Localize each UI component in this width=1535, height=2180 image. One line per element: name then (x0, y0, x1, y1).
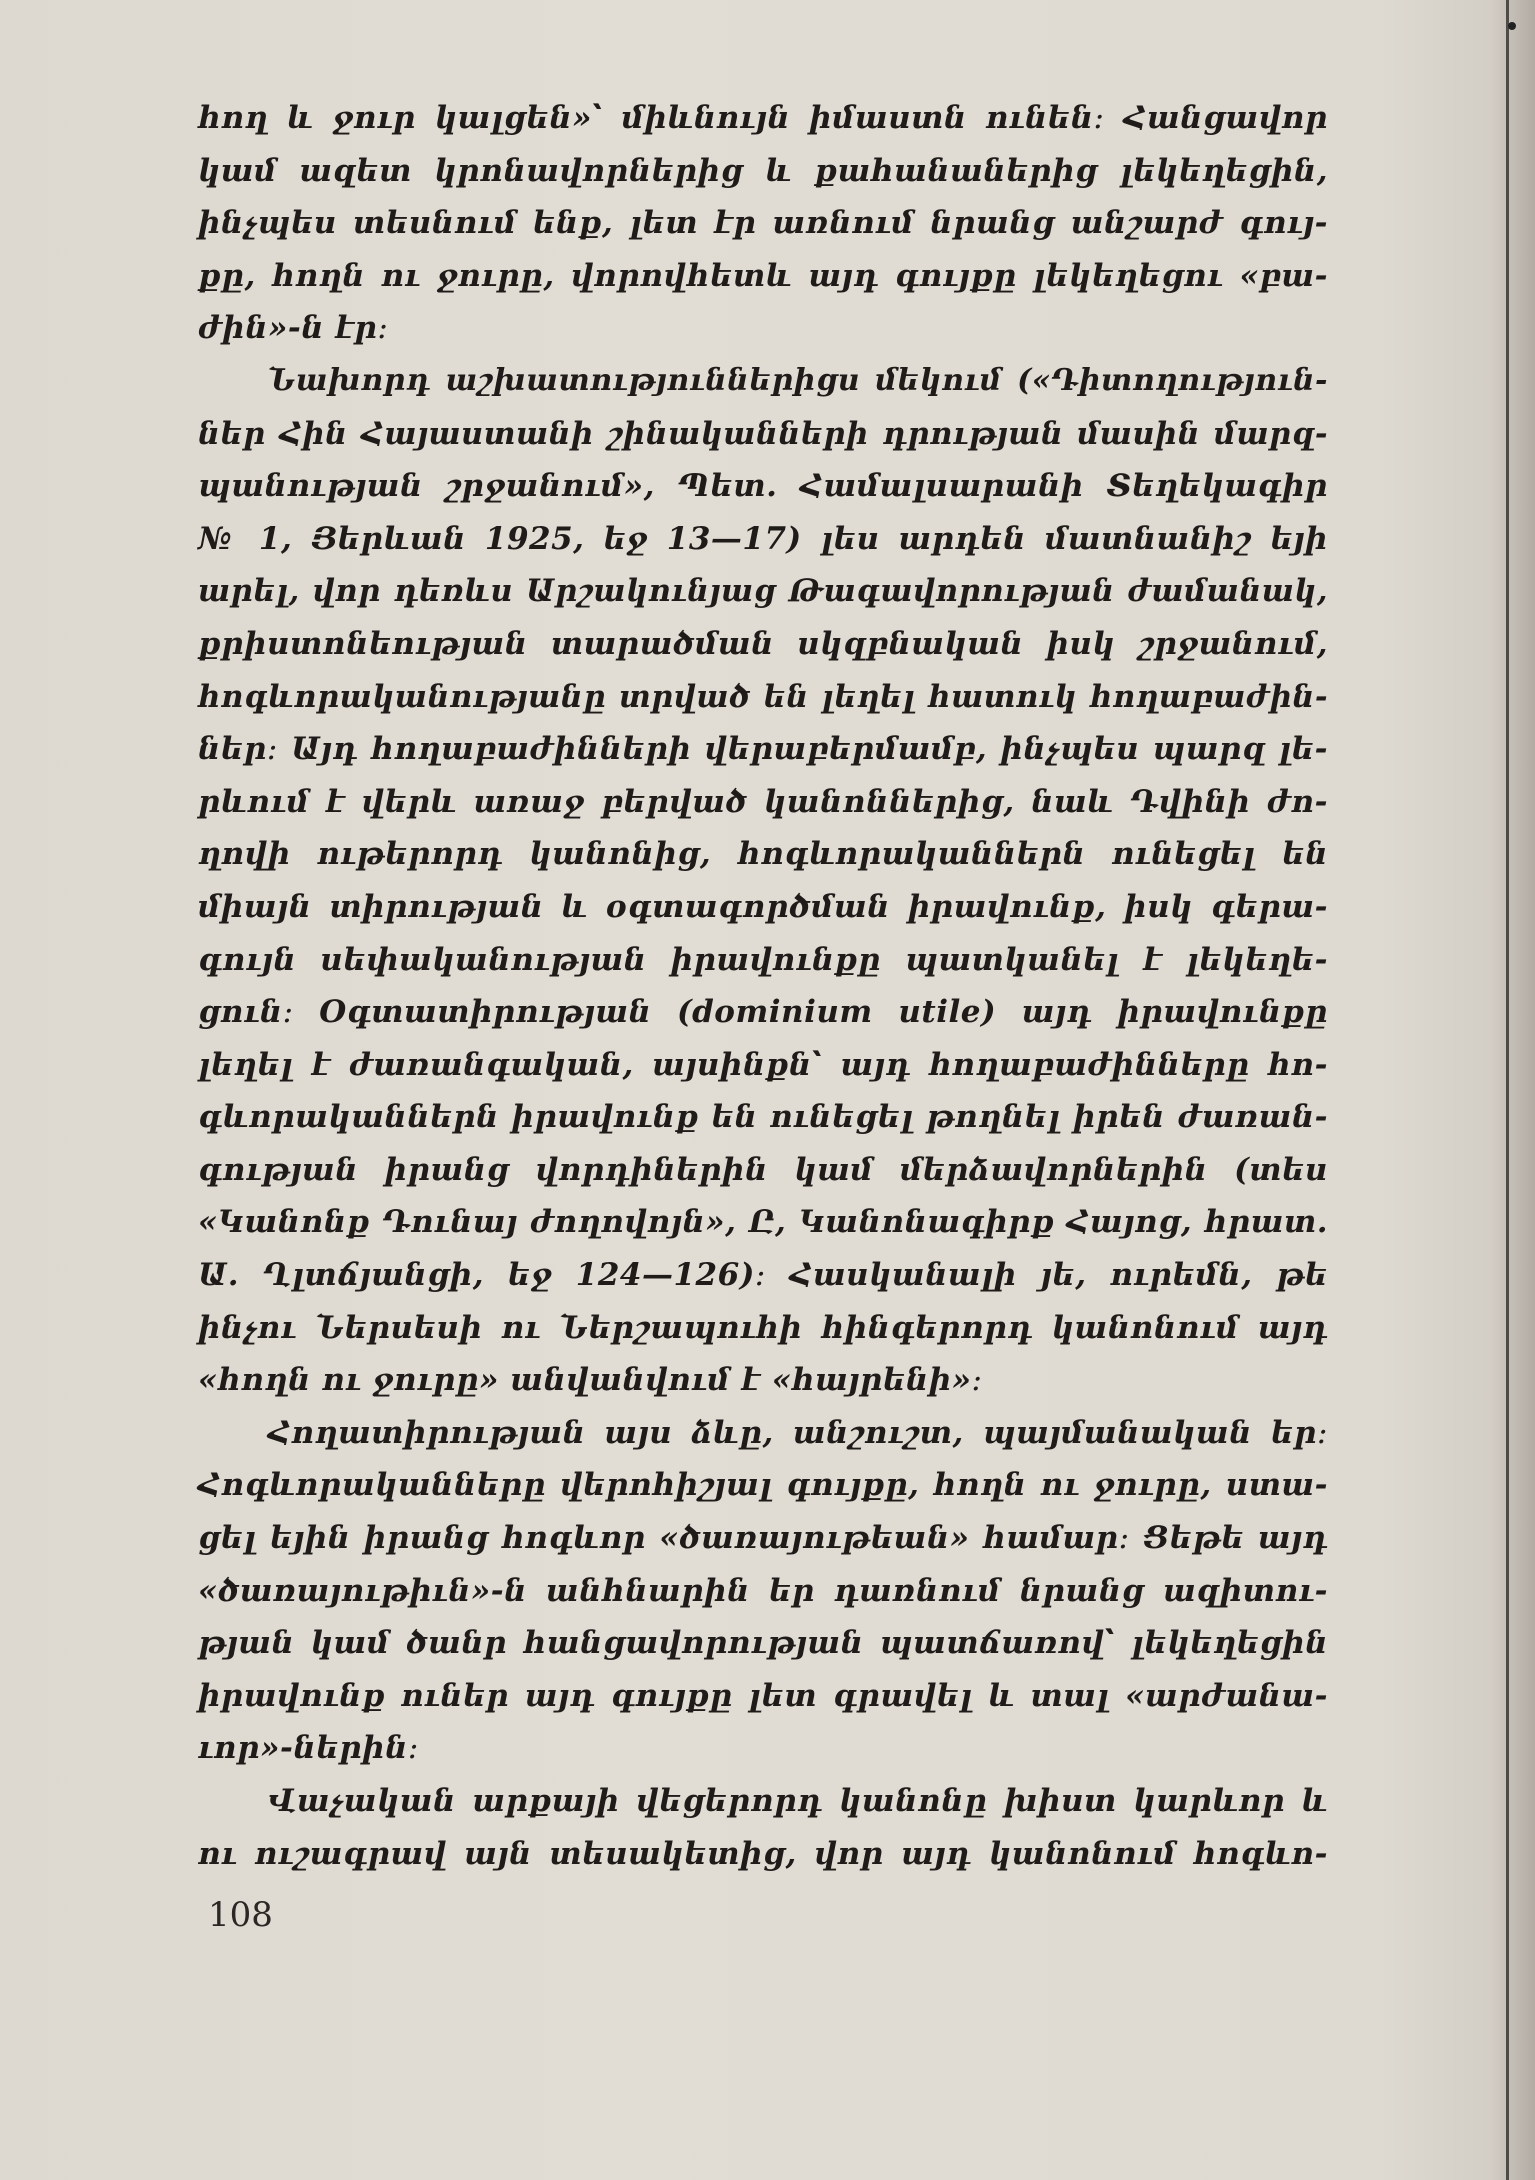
text-line: թյան կամ ծանր հանցավորության պատճառով՝ լեկեղեցին (198, 1625, 1328, 1662)
text-line: կամ ազետ կրոնավորներից և քահանաներից լեկեղեցին, (198, 152, 1328, 189)
text-line: քրիստոնեության տարածման սկզբնական իսկ շրջանում, (198, 625, 1328, 662)
text-line: արել, վոր դեռևս Արշակունյաց Թագավորության ժամանակ, (198, 573, 1328, 610)
text-line: րևում է վերև առաջ բերված կանոններից, նաև Դվինի ժո- (198, 783, 1328, 820)
text-line: ւոր»-ներին։ (198, 1730, 419, 1767)
text-line: ներ Հին Հայաստանի շինականների դրության մասին մարզ- (198, 415, 1328, 452)
text-line: Նախորդ աշխատություններիցս մեկում («Դիտողություն- (268, 362, 1328, 398)
text-line: Վաչական արքայի վեցերորդ կանոնը խիստ կարևոր և (268, 1783, 1328, 1819)
text-line: միայն տիրության և օգտագործման իրավունք, իսկ գերա- (198, 888, 1328, 925)
text-line: ցել եյին իրանց հոգևոր «ծառայութեան» համար։ Ցեթե այդ (198, 1520, 1328, 1557)
text-line: ժին»-ն էր։ (198, 310, 389, 347)
text-line: ինչպես տեսնում ենք, լետ էր առնում նրանց անշարժ գույ- (198, 205, 1328, 242)
binding-shadow (1490, 0, 1535, 2180)
text-line: հող և ջուր կալցեն»՝ միևնույն իմաստն ունեն։ Հանցավոր (198, 100, 1328, 136)
text-line: «Կանոնք Դունայ ժողովոյն», Ը, Կանոնագիրք Հայոց, հրատ. (198, 1204, 1328, 1241)
page-number: 108 (208, 1895, 273, 1935)
text-line: ինչու Ներսեսի ու Ներշապուհի հինգերորդ կանոնում այդ (198, 1309, 1328, 1346)
binding-edge (1506, 0, 1509, 2180)
text-line: գևորականներն իրավունք են ունեցել թողնել իրեն ժառան- (198, 1099, 1328, 1136)
body-text (198, 92, 1328, 1880)
text-line: հոգևորականությանը տրված են լեղել հատուկ հողաբաժին- (198, 678, 1328, 715)
text-line: ներ։ Այդ հողաբաժինների վերաբերմամբ, ինչպես պարզ լե- (198, 731, 1328, 768)
text-line: Հոգևորականները վերոհիշյալ գույքը, հողն ու ջուրը, ստա- (198, 1467, 1328, 1504)
text-line: № 1, Յերևան 1925, եջ 13—17) լես արդեն մատնանիշ եյի (198, 520, 1328, 557)
text-line: Ա. Ղլտճյանցի, եջ 124—126)։ Հասկանալի յե, ուրեմն, թե (198, 1257, 1328, 1294)
text-line: Հողատիրության այս ձևը, անշուշտ, պայմանական եր։ (268, 1414, 1328, 1451)
ink-speck (1508, 22, 1516, 30)
text-line: լեղել է ժառանգական, այսինքն՝ այդ հողաբաժինները հո- (198, 1046, 1328, 1083)
text-line: գության իրանց վորդիներին կամ մերձավորներին (տես (198, 1151, 1328, 1188)
text-line: «հողն ու ջուրը» անվանվում է «հայրենի»։ (198, 1362, 983, 1399)
text-line: իրավունք ուներ այդ գույքը լետ գրավել և տալ «արժանա- (198, 1677, 1328, 1714)
text-line: ղովի ութերորդ կանոնից, հոգևորականներն ունեցել են (198, 836, 1328, 873)
text-line: ցուն։ Օգտատիրության (dominium utile) այդ իրավունքը (198, 994, 1328, 1031)
text-line: գույն սեփականության իրավունքը պատկանել է լեկեղե- (198, 941, 1328, 978)
text-line: պանության շրջանում», Պետ. Համալսարանի Տեղեկագիր (198, 468, 1328, 505)
text-line: քը, հողն ու ջուրը, վորովհետև այդ գույքը լեկեղեցու «բա- (198, 257, 1328, 294)
text-line: «ծառայութիւն»-ն անհնարին եր դառնում նրանց ազիտու- (198, 1572, 1328, 1609)
text-line: ու ուշագրավ այն տեսակետից, վոր այդ կանոնում հոգևո- (198, 1835, 1328, 1872)
